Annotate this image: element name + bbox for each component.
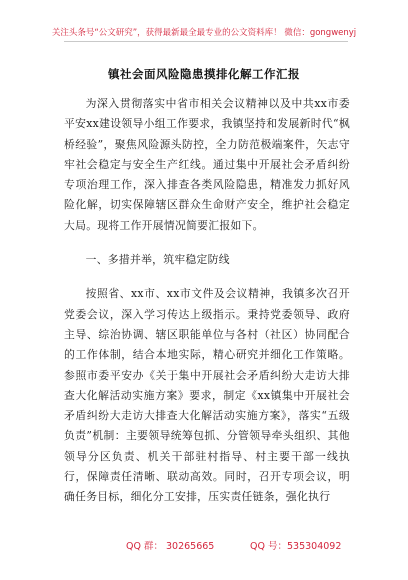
header-divider xyxy=(64,41,348,42)
section-heading: 一、多措并举，筑牢稳定防线 xyxy=(85,253,230,267)
section-paragraph: 按照省、xx市、xx市文件及会议精神，我镇多次召开党委会议，深入学习传达上级指示。秉持党委领导、政府主导、综治协调、辖区职能单位与各村（社区）协同配合的工作体制，结合本地实际，精心研究并细化工作策略。参照市委平安办《关于集中开展社会矛盾纠纷大走访大排查大化解活动实施方案》要求，制定《xx镇集中开展社会矛盾纠纷大走访大排查大化解活动实施方案》，落实“五级负责”机制：主要领导统筹包抓、分管领导牵头组织、其他领导分区负责、机关干部驻村指导、村主要干部一线执行，保障责任清晰、联动高效。同时，召开专项会议，明确任务目标，细化分工安排，压实责任链条，强化执行 xyxy=(64,287,350,504)
qq-group-number: QQ 群： 30265665 xyxy=(126,541,215,552)
qq-account-number: QQ 号：535304092 xyxy=(250,541,342,552)
promo-header: 关注头条号“公文研究”，获得最新最全最专业的公文资料库！ 微信：gongwenyj xyxy=(51,28,357,38)
document-title: 镇社会面风险隐患摸排化解工作汇报 xyxy=(108,67,300,81)
document-body xyxy=(64,94,350,508)
intro-paragraph: 为深入贯彻落实中省市相关会议精神以及中共xx市委平安xx建设领导小组工作要求，我镇坚持和发展新时代“枫桥经验”，聚焦风险源头防控，全力防范极端案件，矢志守牢社会稳定与安全生产红线。通过集中开展社会矛盾纠纷专项治理工作，深入排查各类风险隐患，精准发力抓好风险化解，切实保障辖区群众生命财产安全，维护社会稳定大局。现将工作开展情况简要汇报如下。 xyxy=(64,97,350,232)
